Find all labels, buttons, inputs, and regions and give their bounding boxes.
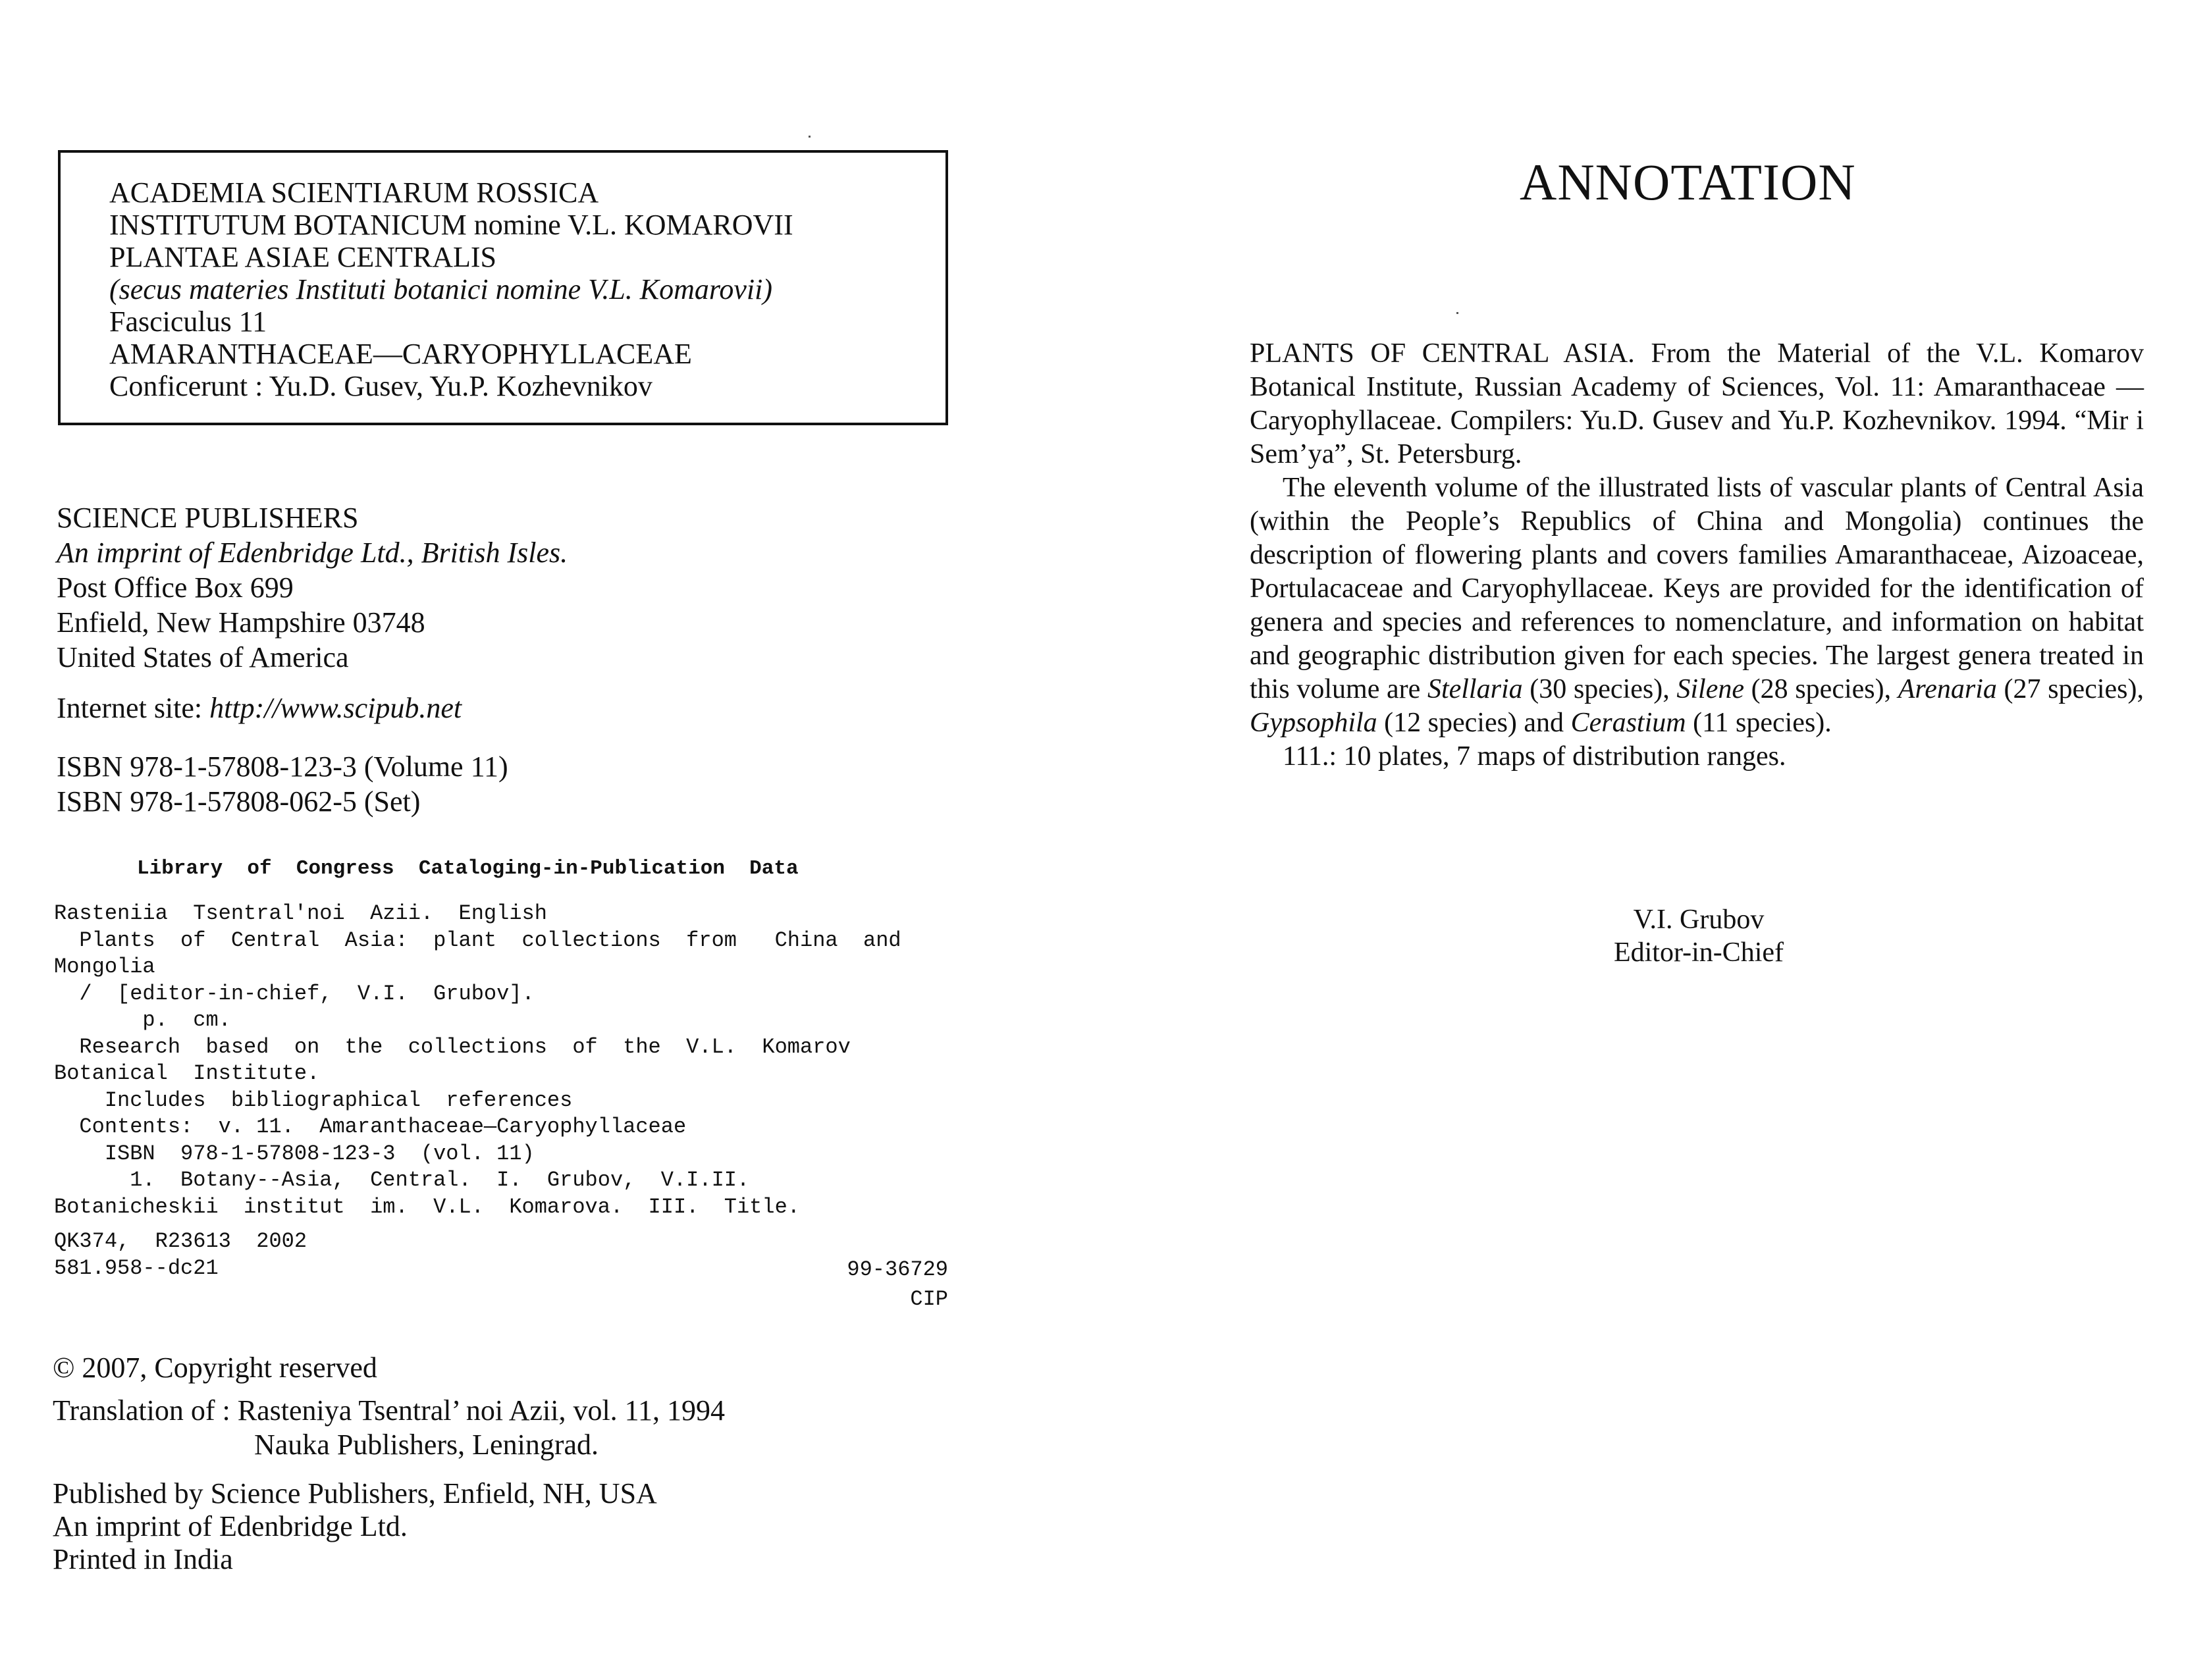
cip-line: 581.958--dc21	[54, 1255, 219, 1280]
compilers-line: Conficerunt : Yu.D. Gusev, Yu.P. Kozhevnikov	[109, 370, 652, 402]
families-line: AMARANTHACEAE—CARYOPHYLLACEAE	[109, 338, 692, 370]
editor-name: V.I. Grubov	[1633, 905, 1765, 935]
copyright-notice: © 2007, Copyright reserved	[53, 1352, 377, 1384]
cip-record	[54, 901, 901, 1282]
publisher-country: United States of America	[57, 641, 349, 673]
internet-url[interactable]: http://www.scipub.net	[209, 692, 462, 724]
para2-text: (27 species),	[1996, 674, 2144, 704]
editor-signature	[1541, 903, 1857, 969]
genus-name: Arenaria	[1898, 674, 1997, 704]
isbn-set: ISBN 978-1-57808-062-5 (Set)	[57, 785, 421, 818]
cip-line: Includes bibliographical references	[54, 1088, 573, 1113]
cip-line: / [editor-in-chief, V.I. Grubov].	[54, 981, 535, 1006]
cip-line: p. cm.	[54, 1008, 231, 1032]
cip-title: Library of Congress Cataloging-in-Publication Data	[137, 857, 799, 880]
annotation-para-2	[1250, 471, 2144, 740]
cip-line: QK374, R23613 2002	[54, 1229, 307, 1253]
editor-title: Editor-in-Chief	[1613, 937, 1784, 968]
published-by	[53, 1477, 657, 1576]
publisher-box: Post Office Box 699	[57, 571, 294, 604]
cip-line: Botanicheskii institut im. V.L. Komarova. III. Title.	[54, 1194, 800, 1219]
publisher-name: SCIENCE PUBLISHERS	[57, 502, 359, 534]
isbn-block	[57, 749, 508, 819]
academy-line: ACADEMIA SCIENTIARUM ROSSICA	[109, 176, 599, 209]
publisher-block	[57, 500, 568, 675]
translation-note	[53, 1394, 725, 1462]
cip-line: Botanical Institute.	[54, 1061, 320, 1086]
cip-line: Plants of Central Asia: plant collections from China and	[54, 928, 901, 953]
para2-text: (11 species).	[1686, 708, 1832, 738]
genus-name: Cerastium	[1570, 708, 1686, 738]
translation-line-2: Nauka Publishers, Leningrad.	[254, 1429, 599, 1461]
internet-label: Internet site:	[57, 692, 210, 724]
annotation-body	[1250, 337, 2144, 774]
cip-control-block	[830, 1255, 948, 1314]
cip-line: Research based on the collections of the V.L. Komarov	[54, 1034, 851, 1059]
para2-text: (12 species) and	[1377, 708, 1571, 738]
scan-speck	[809, 136, 811, 138]
publisher-city: Enfield, New Hampshire 03748	[57, 606, 425, 639]
institute-line: INSTITUTUM BOTANICUM nomine V.L. KOMAROVII	[109, 209, 793, 241]
annotation-para-1: PLANTS OF CENTRAL ASIA. From the Material of the V.L. Komarov Botanical Institute, Russian Academy of Sciences, Vol. 11: Amaranthaceae —Caryophyllaceae. Compilers: Yu.D. Gusev and Yu.P. Kozhevnikov. 1994. “Mir i Sem’ya”, St. Petersburg.	[1250, 338, 2144, 469]
para2-text: (30 species),	[1522, 674, 1677, 704]
cip-line: 1. Botany--Asia, Central. I. Grubov, V.I.II.	[54, 1168, 750, 1192]
source-line: (secus materies Instituti botanici nomine V.L. Komarovii)	[109, 273, 773, 305]
series-line: PLANTAE ASIAE CENTRALIS	[109, 241, 497, 273]
publisher-imprint: An imprint of Edenbridge Ltd., British Isles.	[57, 537, 568, 569]
cip-line: ISBN 978-1-57808-123-3 (vol. 11)	[54, 1141, 535, 1166]
latin-title-box	[58, 150, 948, 425]
fascicle-line: Fasciculus 11	[109, 305, 267, 338]
annotation-title: ANNOTATION	[1520, 153, 1856, 211]
cip-line: Rasteniia Tsentral'noi Azii. English	[54, 901, 547, 926]
cip-line: Contents: v. 11. Amaranthaceae—Caryophyllaceae	[54, 1115, 687, 1139]
genus-name: Stellaria	[1427, 674, 1523, 704]
published-line-1: Published by Science Publishers, Enfield, NH, USA	[53, 1477, 657, 1509]
internet-site	[57, 691, 462, 725]
para2-text: The eleventh volume of the illustrated lists of vascular plants of Central Asia (within the People’s Republics of China and Mongolia) continues the description of flowering plants and covers families Amaranthaceae, Aizoaceae, Portulacaceae and Caryophyllaceae. Keys are provided for the identification of genera and species and references to nomenclature, and information on habitat and geographic distribution given for each species. The largest genera treated in this volume are	[1250, 473, 2144, 704]
translation-line-1: Translation of : Rasteniya Tsentral’ noi Azii, vol. 11, 1994	[53, 1394, 726, 1427]
cip-label: CIP	[910, 1287, 948, 1311]
genus-name: Gypsophila	[1250, 708, 1377, 738]
genus-name: Silene	[1676, 674, 1745, 704]
para2-text: (28 species),	[1744, 674, 1898, 704]
cip-control-number: 99-36729	[847, 1257, 948, 1282]
isbn-volume: ISBN 978-1-57808-123-3 (Volume 11)	[57, 750, 508, 783]
published-line-3: Printed in India	[53, 1543, 233, 1575]
scan-speck	[1456, 312, 1458, 314]
cip-line: Mongolia	[54, 955, 155, 979]
published-line-2: An imprint of Edenbridge Ltd.	[53, 1510, 408, 1542]
annotation-para-3: 111.: 10 plates, 7 maps of distribution ranges.	[1283, 741, 1786, 772]
